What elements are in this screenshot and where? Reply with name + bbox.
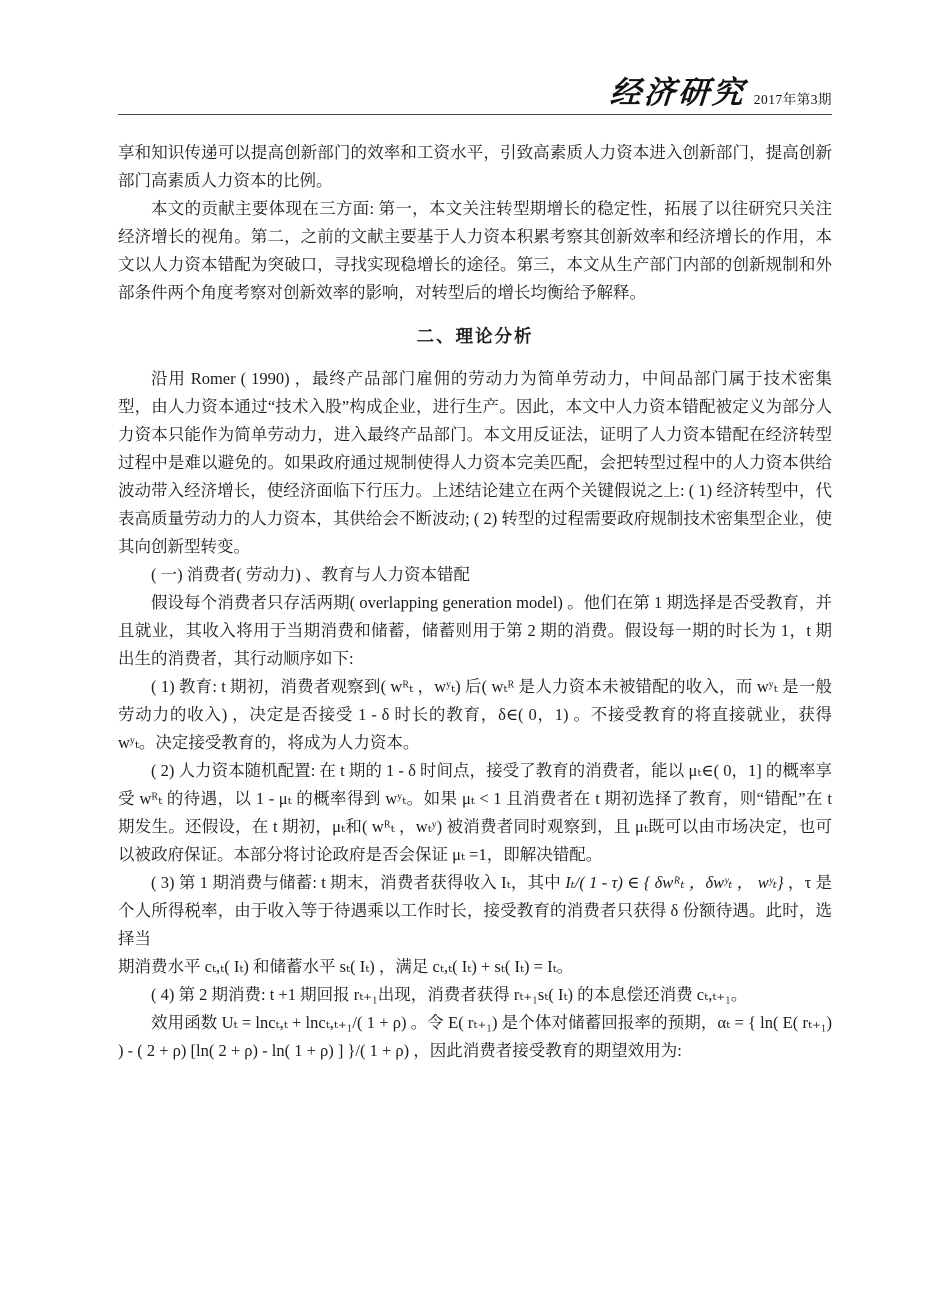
consumption-saving-post-text: ，τ 是个人所得税率，由于收入等于待遇乘以工作时长，接受教育的消费者只获得 δ 份额待遇。此时，选择当 [118, 873, 832, 948]
subsection-heading: ( 一) 消费者( 劳动力) 、教育与人力资本错配 [151, 565, 470, 584]
consumer-overview-paragraph: 假设每个消费者只存活两期( overlapping generation model) 。他们在第 1 期选择是否受教育，并且就业，其收入将用于当期消费和储蓄，储蓄则用于第 2 期的消费。假设每一期的时长为 1，t 期出生的消费者，其行动顺序如下: [118, 593, 832, 668]
page-header [118, 75, 832, 115]
allocation-step-paragraph: ( 2) 人力资本随机配置: 在 t 期的 1 - δ 时间点，接受了教育的消费者，能以 μₜ∈( 0，1] 的概率享受 wᴿₜ 的待遇，以 1 - μₜ 的概率得到 wʸₜ。如果 μₜ < 1 且消费者在 t 期初选择了教育，则“错配”在 t 期发生。还假设，在 t 期初，μₜ和( wᴿₜ ，wₜʸ) 被消费者同时观察到，且 μₜ既可以由市场决定，也可以被政府保证。本部分将讨论政府是否会保证 μₜ =1，即解决错配。 [118, 761, 832, 864]
issue-number: 2017年第3期 [753, 91, 832, 107]
utility-function-paragraph: 效用函数 Uₜ = lncₜ,ₜ + lncₜ,ₜ₊₁/( 1 + ρ) 。令 E( rₜ₊₁) 是个体对储蓄回报率的预期，αₜ = { ln( E( rₜ₊₁) ) - ( 2 + ρ) [ln( 2 + ρ) - ln( 1 + ρ) ] }/( 1 + ρ) ，因此消费者接受教育的期望效用为: [118, 1013, 832, 1060]
article-body [118, 139, 832, 1065]
income-set-formula: Iₜ/( 1 - τ) ∈ { δwᴿₜ ，δwʸₜ ， wʸₜ} [565, 873, 784, 892]
consumption-level-line: 期消费水平 cₜ,ₜ( Iₜ) 和储蓄水平 sₜ( Iₜ) ，满足 cₜ,ₜ( Iₜ) + sₜ( Iₜ) = Iₜ。 [118, 957, 574, 976]
consumption-saving-pre-text: ( 3) 第 1 期消费与储蓄: t 期末，消费者获得收入 Iₜ，其中 [151, 873, 566, 892]
consumption-saving-step-paragraph [118, 869, 832, 953]
journal-logo: 经济研究 [608, 75, 748, 111]
section-heading: 二、理论分析 [416, 327, 534, 347]
contributions-paragraph: 本文的贡献主要体现在三方面: 第一，本文关注转型期增长的稳定性，拓展了以往研究只关注经济增长的视角。第二，之前的文献主要基于人力资本积累考察其创新效率和经济增长的作用，本文以人力资本错配为突破口，寻找实现稳增长的途径。第三，本文从生产部门内部的创新规制和外部条件两个角度考察对创新效率的影响，对转型后的增长均衡给予解释。 [118, 199, 832, 302]
continued-paragraph: 享和知识传递可以提高创新部门的效率和工资水平，引致高素质人力资本进入创新部门，提高创新部门高素质人力资本的比例。 [118, 143, 832, 190]
second-period-consumption-paragraph: ( 4) 第 2 期消费: t +1 期回报 rₜ₊₁出现，消费者获得 rₜ₊₁sₜ( Iₜ) 的本息偿还消费 cₜ,ₜ₊₁。 [151, 985, 748, 1004]
model-setup-paragraph: 沿用 Romer ( 1990) ，最终产品部门雇佣的劳动力为简单劳动力，中间品部门属于技术密集型，由人力资本通过“技术入股”构成企业，进行生产。因此，本文中人力资本错配被定义为部分人力资本只能作为简单劳动力，进入最终产品部门。本文用反证法，证明了人力资本错配在经济转型过程中是难以避免的。如果政府通过规制使得人力资本完美匹配，会把转型过程中的人力资本供给波动带入经济增长，使经济面临下行压力。上述结论建立在两个关键假说之上: ( 1) 经济转型中，代表高质量劳动力的人力资本，其供给会不断波动; ( 2) 转型的过程需要政府规制技术密集型企业，使其向创新型转变。 [118, 369, 832, 556]
education-step-paragraph: ( 1) 教育: t 期初，消费者观察到( wᴿₜ ，wʸₜ) 后( wₜᴿ 是人力资本未被错配的收入，而 wʸₜ 是一般劳动力的收入) ，决定是否接受 1 - δ 时长的教育，δ∈( 0，1) 。不接受教育的将直接就业，获得 wʸₜ。决定接受教育的，将成为人力资本。 [118, 677, 832, 752]
